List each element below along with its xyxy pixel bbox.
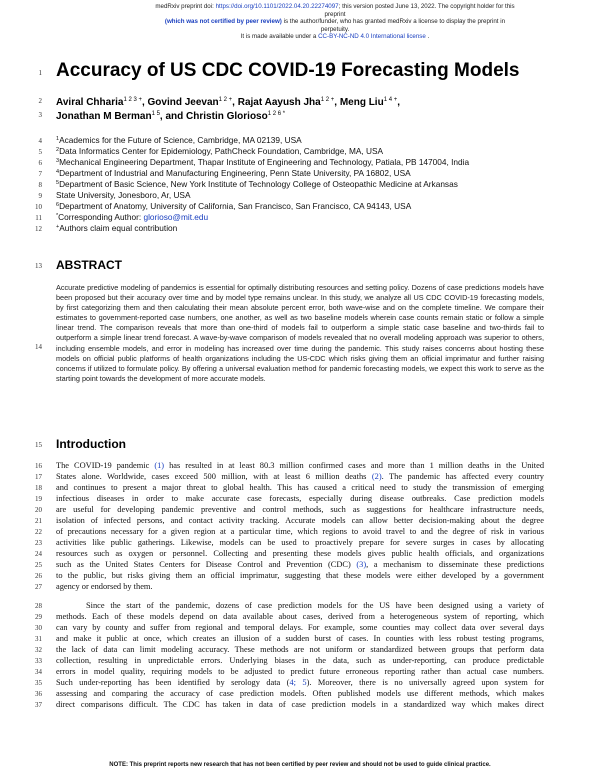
body-line: such as the United States Centers for Disease Control and Prevention (CDC) (3), a mechanism to disseminate these predictions xyxy=(56,560,544,569)
body-line: activities like public gatherings. Likewise, models can be used to proactively prepare for severe surges in cases by allocating xyxy=(56,538,544,547)
line-number: 4 xyxy=(38,137,42,145)
body-line: are useful for developing pandemic preventive and control methods, such as suggestions for healthcare infrastructure needs, xyxy=(56,505,544,514)
body-line: methods. Each of these models depend on data available about cases, derived from a heterogeneous system of reporting, which xyxy=(56,612,544,621)
line-number: 30 xyxy=(35,624,42,632)
line-number: 11 xyxy=(35,214,42,222)
line-number: 13 xyxy=(35,262,42,270)
line-number: 36 xyxy=(35,690,42,698)
line-number: 18 xyxy=(35,484,42,492)
body-line: the lack of data can limit modeling accuracy. These methods are not uniform or standardized between groups that perform data xyxy=(56,645,544,654)
line-number: 22 xyxy=(35,528,42,536)
line-number: 33 xyxy=(35,657,42,665)
body-line: Since the start of the pandemic, dozens of case prediction models for the US have been designed using a variety of xyxy=(86,601,544,610)
body-line: isolation of infected persons, and contact activity tracking. Accurate models can allow better decision-making about the degree xyxy=(56,516,544,525)
line-number: 10 xyxy=(35,203,42,211)
body-line: errors in model quality, requiring models to be adjusted to predict future erroneous reporting rather than actual case numbers. xyxy=(56,667,544,676)
preprint-disclaimer: NOTE: This preprint reports new research that has not been certified by peer review and should not be used to guide clinical practice. xyxy=(109,762,491,768)
license-link[interactable]: CC-BY-NC-ND 4.0 International license xyxy=(318,33,426,41)
banner-line-1: medRxiv preprint doi: https://doi.org/10.1101/2022.04.20.22274097; this version posted June 13, 2022. The copyright holder for this preprint xyxy=(155,3,515,18)
introduction-heading: Introduction xyxy=(56,437,126,451)
preprint-banner xyxy=(150,3,520,41)
body-line: to the public, but risks giving them an official imprimatur, suggesting that these models were either developed by a government xyxy=(56,571,544,580)
line-number: 8 xyxy=(38,181,42,189)
body-line: and continues to present a major threat to global health. This has caused a critical need to study the transmission of emerging xyxy=(56,483,544,492)
line-number: 2 xyxy=(38,97,42,105)
author-list: Aviral Chharia$^{1 2 3 +}$, Govind Jeevan$^{1 2 +}$, Rajat Aayush Jha$^{1 2 +}$, Meng Liu$^{1 4 +}$, Jonathan M Berman$^{1 5}$, and Christin Glorioso$^{1 2 6 *}$ xyxy=(56,97,400,122)
body-line: infectious diseases in order to make accurate case forecasts, especially during disease outbreaks. Case prediction models xyxy=(56,494,544,503)
affiliation: State University, Jonesboro, Ar, USA xyxy=(56,190,191,200)
line-number: 23 xyxy=(35,539,42,547)
line-number: 26 xyxy=(35,572,42,580)
line-number: 27 xyxy=(35,583,42,591)
line-number: 15 xyxy=(35,441,42,449)
line-number: 28 xyxy=(35,602,42,610)
citation-link[interactable]: (3) xyxy=(356,560,367,569)
author-name: Meng Liu xyxy=(339,97,384,108)
line-number: 19 xyxy=(35,495,42,503)
affiliation: +Authors claim equal contribution xyxy=(56,223,178,233)
author-name: Christin Glorioso xyxy=(186,111,268,122)
banner-line-2: (which was not certified by peer review) is the author/funder, who has granted medRxiv a license to display the preprint in perpetuity. xyxy=(164,18,506,33)
author-name: Rajat Aayush Jha xyxy=(237,97,321,108)
line-number: 37 xyxy=(35,701,42,709)
paper-title: Accuracy of US CDC COVID-19 Forecasting Models xyxy=(56,60,520,81)
body-line: Such under-reporting has been identified by serology data (4; 5). Moreover, there is no universally agreed upon system for xyxy=(56,678,544,687)
line-number: 9 xyxy=(38,192,42,200)
line-number: 5 xyxy=(38,148,42,156)
line-number: 7 xyxy=(38,170,42,178)
line-number: 17 xyxy=(35,473,42,481)
doi-link[interactable]: https://doi.org/10.1101/2022.04.20.22274097 xyxy=(215,3,339,10)
line-number: 32 xyxy=(35,646,42,654)
abstract-heading: ABSTRACT xyxy=(56,258,122,272)
citation-link[interactable]: (2) xyxy=(371,472,382,481)
line-number: 24 xyxy=(35,550,42,558)
line-number: 21 xyxy=(35,517,42,525)
line-number: 20 xyxy=(35,506,42,514)
line-number: 1 xyxy=(38,69,42,77)
body-line: can vary by county and suffer from regional and temporal delays. For example, some counties may collect data over several days xyxy=(56,623,544,632)
affiliation: $^5$Department of Basic Science, New York Institute of Technology College of Osteopathic Medicine at Arkansas xyxy=(56,179,458,189)
banner-line-3: It is made available under a CC-BY-NC-ND 4.0 International license . xyxy=(240,33,430,41)
email-link[interactable]: glorioso@mit.edu xyxy=(143,212,209,222)
body-line: States alone. Worldwide, cases exceed 500 million, with at least 6 million deaths (2). The pandemic has affected every country xyxy=(56,472,544,481)
body-line: collection, resulting in unpredictable errors. Underlying biases in the data, such as under-reporting, can produce predictable xyxy=(56,656,544,665)
affiliation: $^2$Data Informatics Center for Epidemiology, PathCheck Foundation, Cambridge, MA, USA xyxy=(56,146,384,156)
body-line: of precautions necessary for a given region at a particular time, which regions to avoid travel to and the degree of risk in various xyxy=(56,527,544,536)
line-number: 34 xyxy=(35,668,42,676)
line-number: 25 xyxy=(35,561,42,569)
affiliation: $^1$Academics for the Future of Science, Cambridge, MA 02139, USA xyxy=(56,135,302,145)
body-line: and make it public at once, which creates an illusion of a sudden burst of cases. In counties with less robust testing programs, xyxy=(56,634,544,643)
affiliation: $^6$Department of Anatomy, University of California, San Francisco, San Francisco, CA 94143, USA xyxy=(56,201,412,211)
body-line: agency or endorsed by them. xyxy=(56,582,153,591)
citation-link[interactable]: (1) xyxy=(154,461,165,470)
line-number: 3 xyxy=(38,111,42,119)
affiliation: *Corresponding Author: glorioso@mit.edu xyxy=(56,212,209,222)
body-line: resources such as oxygen or personnel. Collecting and presenting these models gives public health officials, and organizations xyxy=(56,549,544,558)
author-name: Jonathan M Berman xyxy=(56,111,152,122)
line-number: 14 xyxy=(35,343,42,351)
line-number: 16 xyxy=(35,462,42,470)
line-number: 12 xyxy=(35,225,42,233)
citation-link[interactable]: 4; 5 xyxy=(289,678,307,687)
line-number: 6 xyxy=(38,159,42,167)
body-line: direct comparisons difficult. The CDC has taken in data of case prediction models in a standardized way which makes direct xyxy=(56,700,544,709)
author-name: Govind Jeevan xyxy=(147,97,219,108)
line-number: 35 xyxy=(35,679,42,687)
affiliation: $^3$Mechanical Engineering Department, Thapar Institute of Engineering and Technology, Patiala, PB 147004, India xyxy=(56,157,470,167)
body-line: assessing and comparing the accuracy of case prediction models. Often published models use different methods, which makes xyxy=(56,689,544,698)
line-number: 29 xyxy=(35,613,42,621)
abstract-body: Accurate predictive modeling of pandemics is essential for optimally distributing resources and setting policy. Dozens of case predictions models have been proposed but their accuracy over time and by model type remains unclear. In this study, we analyze all US CDC COVID-19 forecasting models, by first categorizing them and then calculating their mean absolute percent error, both wave-wise and on the complete timeline. We compare their estimates to government-reported case numbers, one another, as well as two baseline models wherein case counts remain static or follow a simple linear trend. The comparison reveals that more than one-third of models fail to outperform a simple static case baseline and two-thirds fail to outperform a simple linear trend forecast. A wave-by-wave comparison of models revealed that no overall modeling approach was superior to others, including ensemble models, and error in modeling has increased over time during the pandemic. This study raises concerns about hosting these models on official public platforms of health organizations including the US-CDC which risks giving them an official imprimatur and further raising concerns if utilized to formulate policy. By offering a universal evaluation method for pandemic forecasting models, we expect this work to serve as the starting point towards the development of more accurate models. xyxy=(56,283,544,383)
line-number: 31 xyxy=(35,635,42,643)
body-line: The COVID-19 pandemic (1) has resulted in at least 80.3 million confirmed cases and more than 1 million deaths in the United xyxy=(56,461,544,470)
author-name: Aviral Chharia xyxy=(56,97,124,108)
affiliation: $^4$Department of Industrial and Manufacturing Engineering, Penn State University, PA 16802, USA xyxy=(56,168,411,178)
